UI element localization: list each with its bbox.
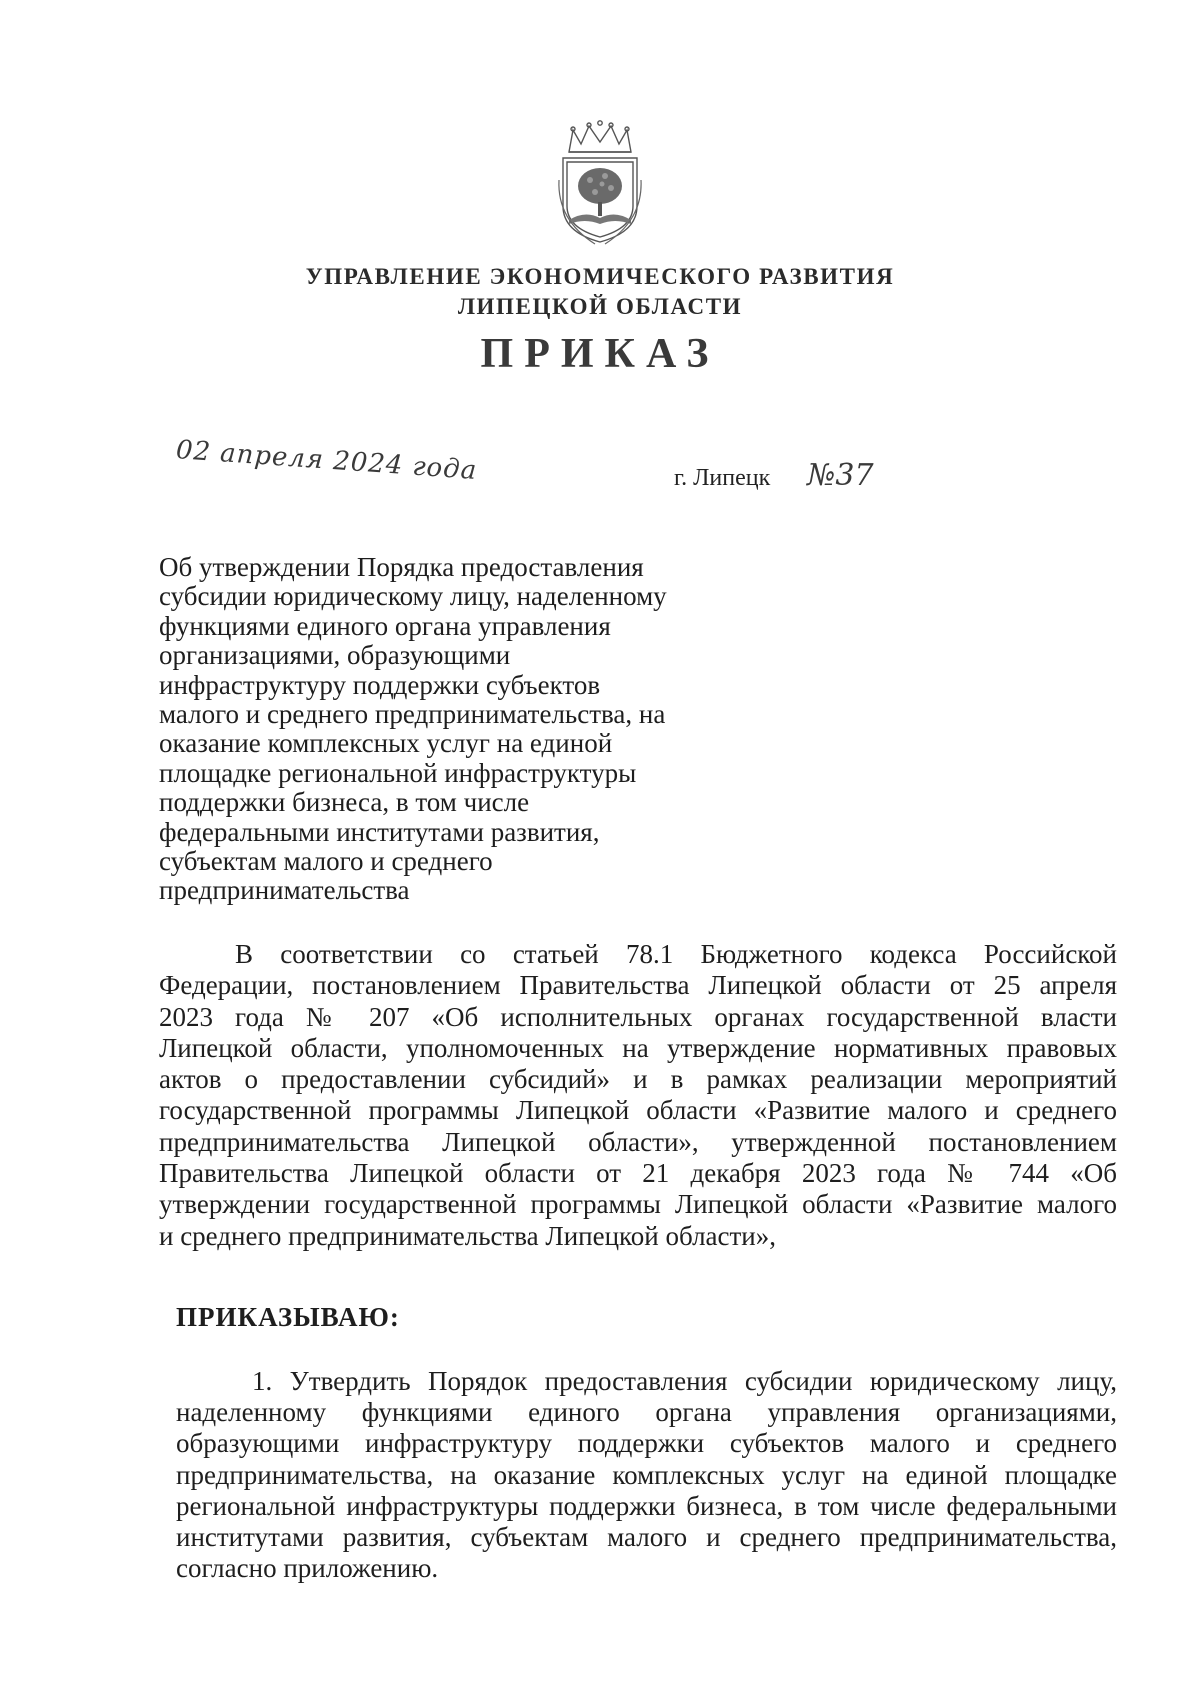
subject-line: площадке региональной инфраструктуры (159, 757, 637, 788)
coat-of-arms-icon (555, 120, 645, 248)
item-line: согласно приложению. (176, 1553, 439, 1584)
subject-line: оказание комплексных услуг на единой (159, 728, 613, 759)
issuing-authority (0, 262, 1200, 322)
preamble-line: государственной программы Липецкой области «Развитие малого и среднего (159, 1095, 1117, 1126)
subject-line: функциями единого органа управления (159, 610, 611, 641)
agency-line-2: ЛИПЕЦКОЙ ОБЛАСТИ (457, 294, 743, 319)
preamble-line: Федерации, постановлением Правительства Липецкой области от 25 апреля (159, 970, 1117, 1001)
preamble-line: Правительства Липецкой области от 21 декабря 2023 года № 744 «Об (159, 1158, 1117, 1189)
subject-line: федеральными институтами развития, (159, 816, 600, 847)
preamble-line: утверждении государственной программы Липецкой области «Развитие малого (159, 1189, 1117, 1220)
preamble-line: и среднего предпринимательства Липецкой области», (159, 1220, 777, 1251)
item-line: наделенному функциями единого органа управления организациями, (176, 1397, 1117, 1428)
subject-line: предпринимательства (159, 875, 410, 906)
preamble-line: актов о предоставлении субсидий» и в рамках реализации мероприятий (159, 1064, 1117, 1095)
handwritten-date: 02 апреля 2024 года (174, 435, 479, 487)
preamble-line: 2023 года № 207 «Об исполнительных органах государственной власти (159, 1001, 1117, 1032)
subject-line: организациями, образующими (159, 640, 511, 671)
handwritten-number: №37 (807, 458, 874, 493)
subject-line: поддержки бизнеса, в том числе (159, 787, 530, 818)
item-line: институтами развития, субъектам малого и среднего предпринимательства, (176, 1522, 1117, 1553)
order-item-1 (176, 1366, 1117, 1584)
subject-line: малого и среднего предпринимательства, на (159, 699, 666, 730)
subject-line: Об утверждении Порядка предоставления (159, 552, 644, 582)
subject-line: инфраструктуру поддержки субъектов (159, 669, 601, 700)
document-type-title: ПРИКАЗ (480, 331, 720, 377)
item-line: 1. Утвердить Порядок предоставления субсидии юридическому лицу, (252, 1366, 1117, 1396)
subject-line: субсидии юридическому лицу, наделенному (159, 581, 667, 612)
item-line: региональной инфраструктуры поддержки бизнеса, в том числе федеральными (176, 1490, 1117, 1521)
preamble-line: Липецкой области, уполномоченных на утверждение нормативных правовых (159, 1032, 1117, 1063)
subject-line: субъектам малого и среднего (159, 846, 493, 877)
item-line: предпринимательства, на оказание комплексных услуг на единой площадке (176, 1459, 1117, 1490)
preamble-line: В соответствии со статьей 78.1 Бюджетного кодекса Российской (235, 939, 1117, 969)
city-label: г. Липецк (674, 465, 771, 491)
preamble-paragraph (159, 939, 1117, 1252)
preamble-line: предпринимательства Липецкой области», утвержденной постановлением (159, 1126, 1117, 1157)
order-subject (159, 553, 719, 906)
order-directive-heading: ПРИКАЗЫВАЮ: (176, 1302, 400, 1332)
agency-line-1: УПРАВЛЕНИЕ ЭКОНОМИЧЕСКОГО РАЗВИТИЯ (305, 264, 895, 289)
item-line: образующими инфраструктуру поддержки субъектов малого и среднего (176, 1428, 1117, 1459)
